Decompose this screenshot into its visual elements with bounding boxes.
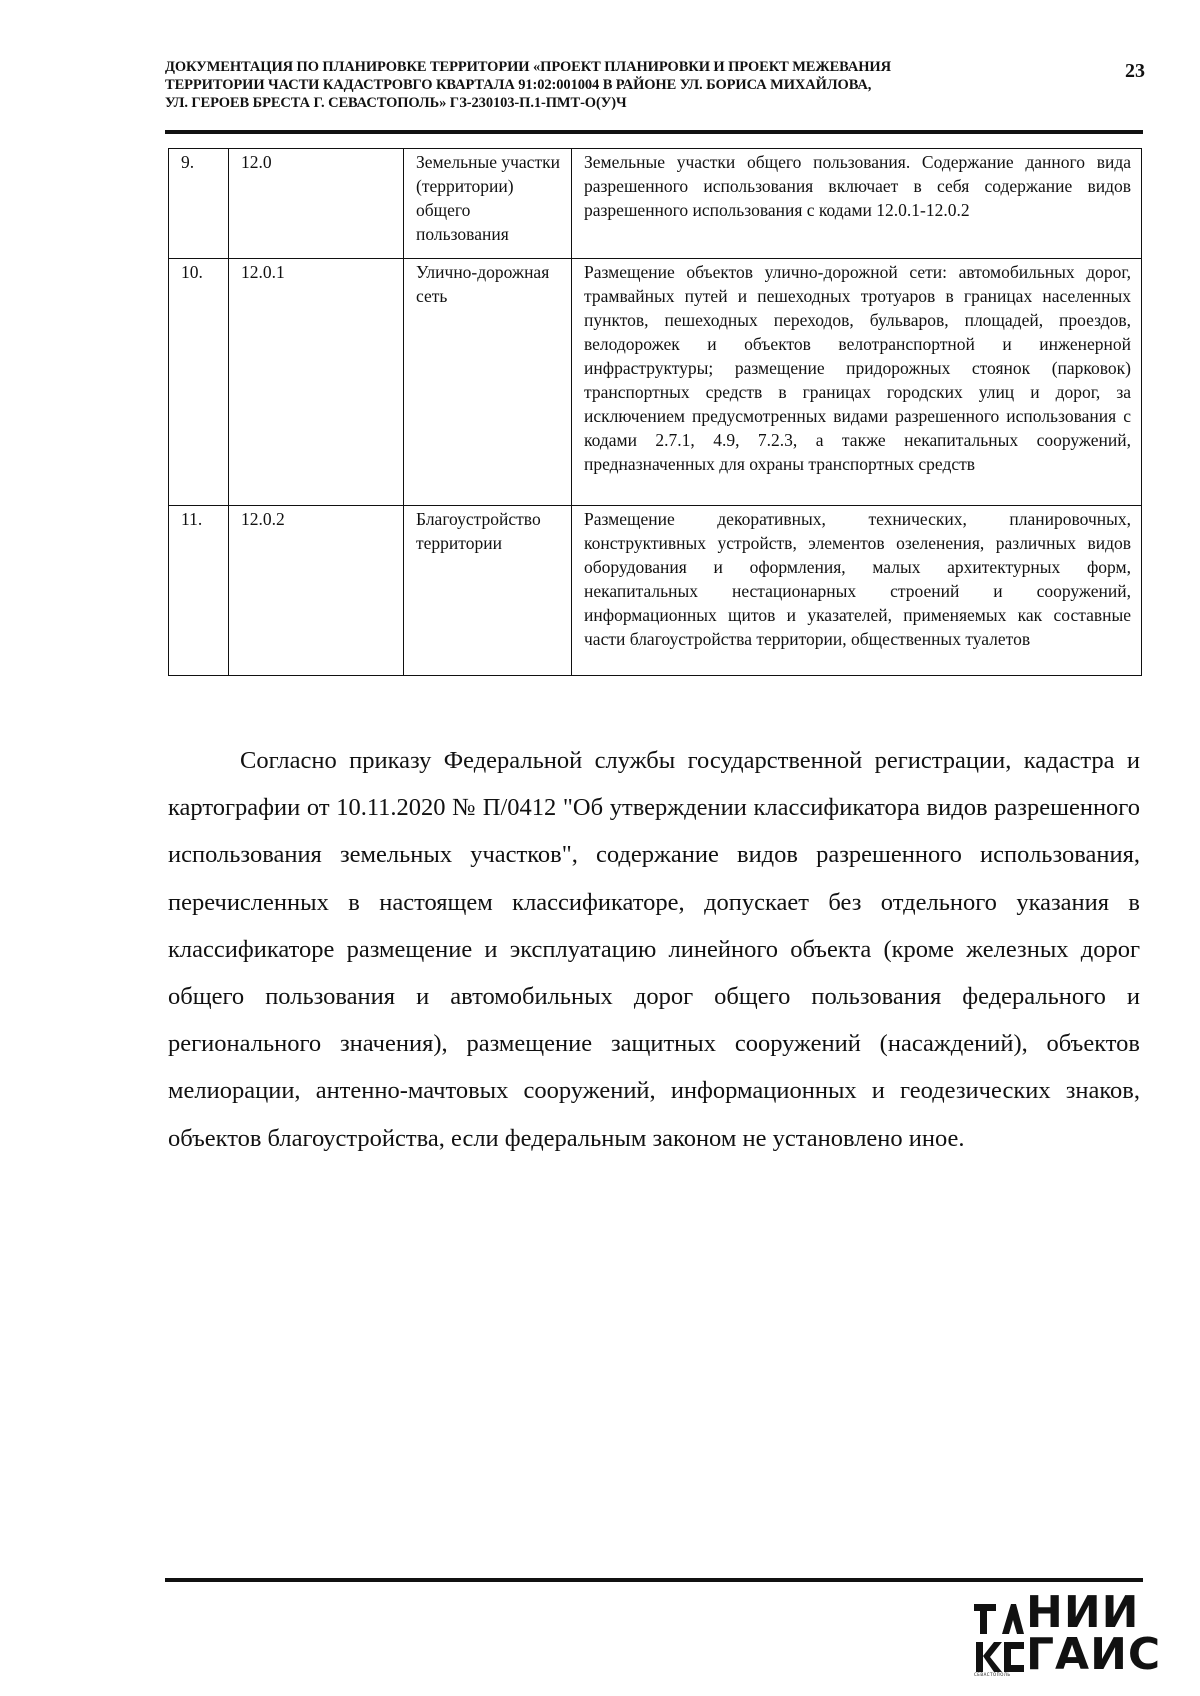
logo-caption: СЕВАСТОПОЛЬ	[974, 1672, 1011, 1677]
row-description: Земельные участки общего пользования. Содержание данного вида разрешенного использования включает в себя содержание видов разрешенного использования с кодами 12.0.1-12.0.2	[572, 149, 1142, 259]
row-number: 10.	[169, 259, 229, 506]
row-name: Улично-дорожная сеть	[404, 259, 572, 506]
header-line-1: ДОКУМЕНТАЦИЯ ПО ПЛАНИРОВКЕ ТЕРРИТОРИИ «ПРОЕКТ ПЛАНИРОВКИ И ПРОЕКТ МЕЖЕВАНИЯ	[165, 59, 891, 75]
footer-divider	[165, 1578, 1143, 1582]
page-number: 23	[1125, 60, 1145, 82]
classifier-table	[168, 148, 1142, 676]
document-header	[165, 58, 1065, 112]
nii-gais-logo	[972, 1587, 1162, 1680]
row-name: Благоустройство территории	[404, 506, 572, 676]
row-description: Размещение декоративных, технических, планировочных, конструктивных устройств, элементов озеленения, различных видов оборудования и оформления, малых архитектурных форм, некапитальных нестационарных строений и сооружений, информационных щитов и указателей, применяемых как составные части благоустройства территории, общественных туалетов	[572, 506, 1142, 676]
row-description: Размещение объектов улично-дорожной сети: автомобильных дорог, трамвайных путей и пешеходных тротуаров в границах населенных пунктов, пешеходных переходов, бульваров, площадей, проездов, велодорожек и объектов велотранспортной и инженерной инфраструктуры; размещение придорожных стоянок (парковок) транспортных средств в границах городских улиц и дорог, за исключением предусмотренных видами разрешенного использования с кодами 2.7.1, 4.9, 7.2.3, а также некапитальных сооружений, предназначенных для охраны транспортных средств	[572, 259, 1142, 506]
gais-monogram-icon	[972, 1600, 1024, 1676]
table-row	[169, 259, 1142, 506]
row-number: 11.	[169, 506, 229, 676]
logo-line-2: ГАИС	[1026, 1629, 1162, 1680]
row-number: 9.	[169, 149, 229, 259]
header-line-3: УЛ. ГЕРОЕВ БРЕСТА Г. СЕВАСТОПОЛЬ» ГЗ-230103-П.1-ПМТ-О(У)Ч	[165, 95, 627, 111]
logo-wordmark	[1026, 1587, 1162, 1680]
row-code: 12.0.1	[229, 259, 404, 506]
logo-line-1: НИИ	[1026, 1587, 1140, 1638]
header-divider	[165, 130, 1143, 134]
table-row	[169, 506, 1142, 676]
header-line-2: ТЕРРИТОРИИ ЧАСТИ КАДАСТРОВГО КВАРТАЛА 91:02:001004 В РАЙОНЕ УЛ. БОРИСА МИХАЙЛОВА,	[165, 77, 872, 93]
row-code: 12.0	[229, 149, 404, 259]
body-text	[168, 737, 1140, 1162]
body-paragraph: Согласно приказу Федеральной службы государственной регистрации, кадастра и картографии от 10.11.2020 № П/0412 "Об утверждении классификатора видов разрешенного использования земельных участков", содержание видов разрешенного использования, перечисленных в настоящем классификаторе, допускает без отдельного указания в классификаторе размещение и эксплуатацию линейного объекта (кроме железных дорог общего пользования и автомобильных дорог общего пользования федерального и регионального значения), размещение защитных сооружений (насаждений), объектов мелиорации, антенно-мачтовых сооружений, информационных и геодезических знаков, объектов благоустройства, если федеральным законом не установлено иное.	[168, 747, 1140, 1152]
row-name: Земельные участки (территории) общего пользования	[404, 149, 572, 259]
table-row	[169, 149, 1142, 259]
row-code: 12.0.2	[229, 506, 404, 676]
